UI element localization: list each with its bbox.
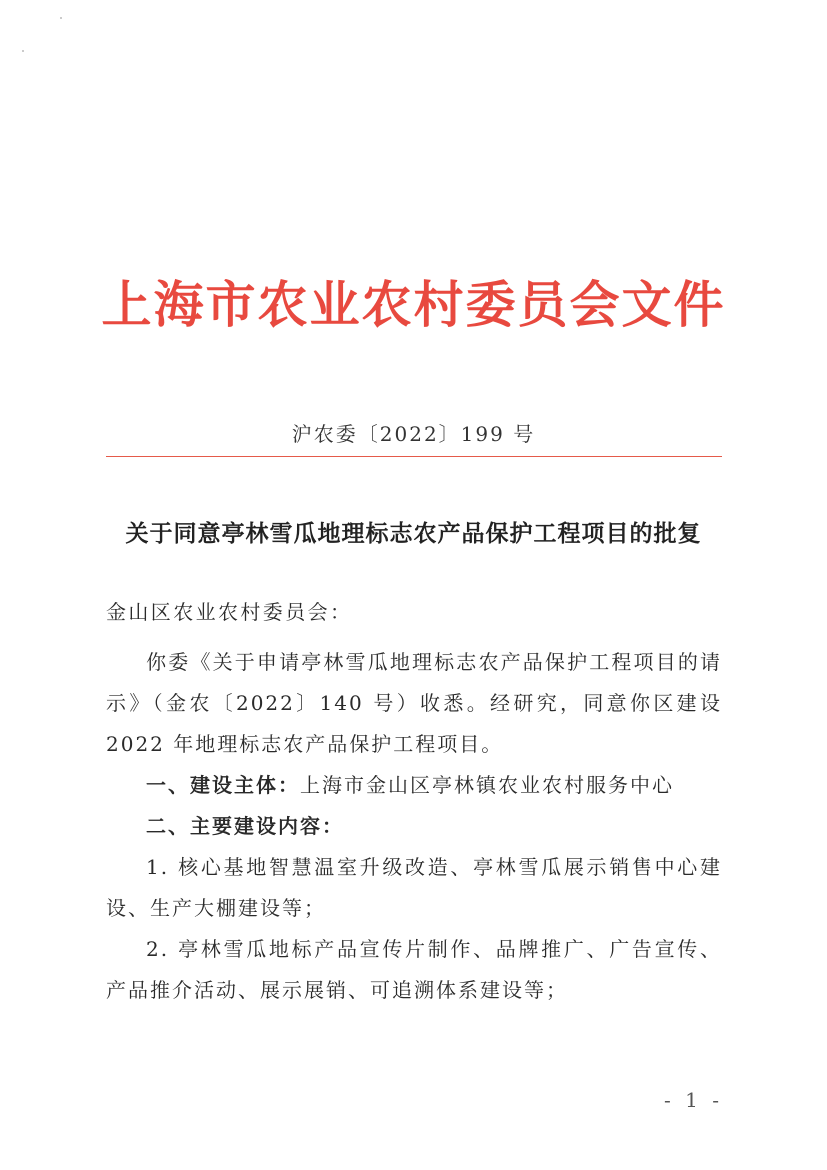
item-construction-subject	[106, 765, 722, 806]
item-1-label: 一、建设主体：	[146, 773, 300, 797]
item-1-value: 上海市金山区亭林镇农业农村服务中心	[300, 773, 674, 797]
scan-speck	[60, 17, 62, 19]
item-2-label: 二、主要建设内容：	[146, 814, 344, 838]
document-number: 沪农委〔2022〕199 号	[291, 422, 536, 446]
scan-speck	[22, 50, 24, 52]
content-item-2	[106, 929, 722, 1011]
content-item-1	[106, 847, 722, 929]
document-title: 关于同意亭林雪瓜地理标志农产品保护工程项目的批复	[125, 520, 702, 547]
masthead-title: 上海市农业农村委员会文件	[101, 275, 726, 334]
paragraph-1-text: 你委《关于申请亭林雪瓜地理标志农产品保护工程项目的请示》（金农〔2022〕140 号）收悉。经研究，同意你区建设 2022 年地理标志农产品保护工程项目。	[106, 650, 722, 756]
content-item-1-text: 1. 核心基地智慧温室升级改造、亭林雪瓜展示销售中心建设、生产大棚建设等；	[106, 855, 722, 920]
salutation: 金山区农业农村委员会：	[106, 600, 353, 624]
page-number: - 1 -	[664, 1088, 723, 1112]
paragraph-1	[106, 642, 722, 765]
red-divider-line	[106, 456, 722, 457]
item-main-content-heading	[106, 806, 722, 847]
content-item-2-text: 2. 亭林雪瓜地标产品宣传片制作、品牌推广、广告宣传、产品推介活动、展示展销、可追溯体系建设等；	[106, 937, 722, 1002]
